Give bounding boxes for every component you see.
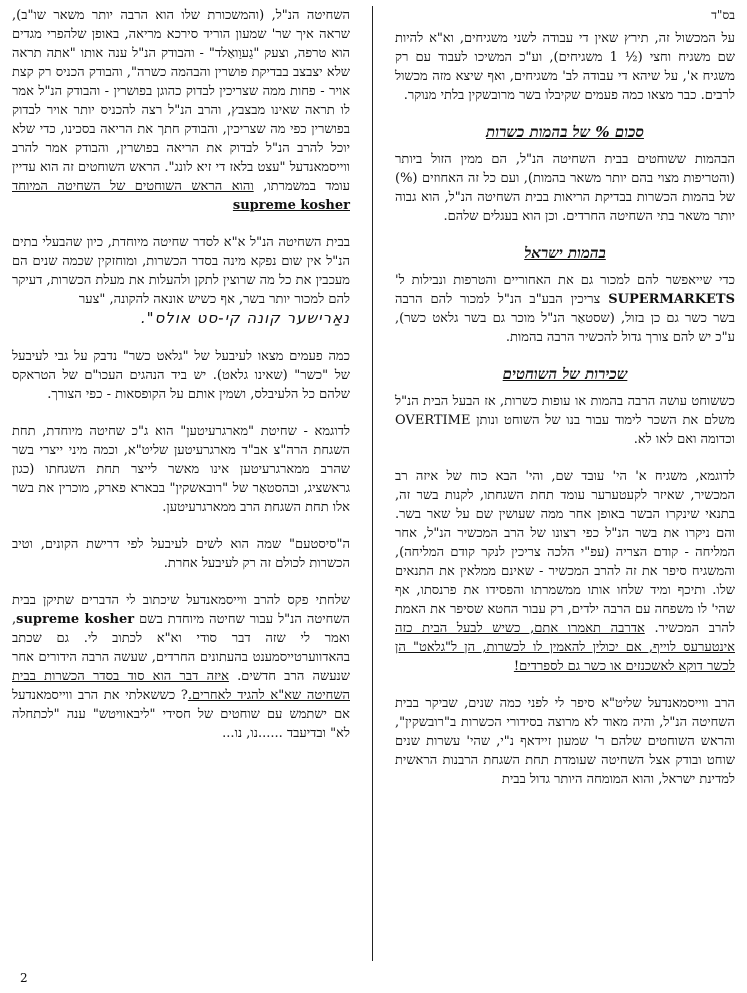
paragraph — [395, 467, 735, 676]
underlined-text: והוא הראש השוחטים של השחיטה המיוחד — [12, 179, 254, 194]
text-span: וכדומה ואם לאו לא. — [633, 432, 735, 447]
english-term: SUPERMARKETS — [608, 292, 735, 307]
text-span: , ואמר לי שזה דבר סודי וא"א לכתוב לי. גם שכתב בהאדווערטייסמענט בהעתונים החרדים, שעשה הרבה הידורים אחר שנעשה הרב חדשים. — [12, 612, 350, 684]
text-span: צריכין הבע"ב הנ"ל למכור להם הרבה בשר כשר גם כן בזול, (שסטאַר הנ"ל מוכר גם בשר גלאט כשר), ע"כ יש להם צורך גדול להכשיר הרבה בהמות. — [395, 292, 735, 345]
english-term: OVERTIME — [395, 413, 471, 428]
text-span: כששוחט עושה הרבה בהמות או עופות כשרות, אז הבעל הבית הנ"ל משלם את השכר לימוד עבור בנו של השוחט ונותן — [395, 394, 736, 428]
paragraph — [12, 591, 350, 743]
underlined-text: אדרבה תאמרו אתם, כשיש לבעל הבית כזה אינטערעס לוייף, אם יכולין להאמין לו לכשרות, הן ל"גלאט" הן לכשר דוקא לאשכנזים או כשר גם לספרדים! — [395, 621, 735, 674]
paragraph: לדוגמא - שחיטת "מארגרעיטען" הוא ג"כ שחיטה מיוחדת, תחת השגחת הרה"צ אב"ד מארגרעיטען שליט"א, וכמה מיני ייצרי בשר שהרב ממארגרעיטען אינו מאשר לייצר תחת השגחתו (כגון גראשציג, ובהסטאַר של "רובאשקין" בבארא פארק, מוכרין את בשר אלו תחת השגחת הרב ממארגרעיטען. — [12, 424, 350, 515]
text-span: שלחתי פקס להרב ווייסמאנדעל שיכתוב לי הדברים שתיקן בבית השחיטה הנ"ל עבור שחיטה מיוחדת בשם — [12, 593, 350, 627]
right-column — [395, 6, 735, 807]
section-heading: בהמות ישראל — [524, 244, 606, 262]
column-divider — [372, 6, 373, 961]
left-column — [12, 6, 350, 761]
paragraph: הרב ווייסמאנדעל שליט"א סיפר לי לפני כמה שנים, שביקר בבית השחיטה הנ"ל, והיה מאוד לא מרוצה בסידורי הכשרות ב"רובשקין", והראש השוחטים שלהם ר' שמעון זיידאף נ"י, שהי' עשרות שנים שוחט ובודק אצל השחיטה שעומדת תחת השגחת הרבנות הראשית למדינת ישראל, והוא המומחה היותר גדול בבית — [395, 696, 735, 787]
paragraph: כמה פעמים מצאו לעיבעל של "גלאט כשר" נדבק על גבי לעיבעל של "כשר" (שאינו גלאט). יש ביד הנהגים העכו"ם של הטראקס שלהם כל הלעיבלס, ושמין אותם על הקופסאות - כפי הצורך. — [12, 349, 350, 402]
text-span: כדי שייאפשר להם למכור גם את האחוריים והטרפות ונבילות ל' — [395, 273, 735, 288]
paragraph — [12, 6, 350, 215]
english-term: supreme kosher — [232, 198, 350, 213]
text-span: בבית השחיטה הנ"ל א"א לסדר שחיטה מיוחדת, כיון שהבעלי בתים הנ"ל אין שום נפקא מינה בסדר הכשרות, ומוחזקין שכמה שנים הם מעכבין את כל מה שרוצין לתקן ולהעלות את מעלת הכשרות, דעיקר להם למכור יותר בשר, אף כשיש אונאה להקונה, "צער — [12, 235, 350, 307]
english-term: supreme kosher — [16, 612, 135, 627]
paragraph — [395, 392, 735, 449]
section-heading: סכום % של בהמות כשרות — [486, 123, 644, 141]
text-span: השחיטה הנ"ל, (והמשכורת שלו הוא הרבה יותר משאר שו"ב), שראה איך שר' שמעון הוריד סירכא מריאה, באופן שלהפרי מגדים הוא טרפה, וצעק "גַעוַואַלד" - והבודק הנ"ל ענה אותו "אתה תראה שלא יצבצב בבדיקת פושרין והבהמה כשרה", והבודק הכניס רק קצת אויר - פחות ממה שצריכין לבדוק כהוגן בפושרין - והבודק הנ"ל אמר לו תראה שאינו מבצבץ, והרב הנ"ל רצה להכניס יותר אויר לבדוק בפושרין כפי מה שצריכין, והבודק חתך את הריאה בסכינו, כדי שלא יוכל להרב הנ"ל לבדוק את הריאה בפושרין, והבודק אמר להרב ווייסמאנדעל "עצט בלאז די זיא לונג". הראש השוחטים זה הוא עדיין עומד במשמרתו, — [12, 8, 350, 194]
section-heading: שכירות של השוחטים — [502, 365, 628, 383]
underlined-text: איזה דבר הוא סוד בסדר הכשרות בבית השחיטה שא"א להגיד לאחרים. — [12, 669, 350, 703]
header-bsd: בס"ד — [711, 8, 735, 22]
text-span: ? כששאלתי את הרב ווייסמאנדעל אם ישתמש עם שוחטים של חסידי "ליבאוויטש" ענה "לכתחלה לא" ובדיעבד ......נו, נו... — [12, 688, 350, 741]
page-number: 2 — [20, 971, 28, 985]
text-span: לדוגמא, משגיח א' הי' עובד שם, והי' הבא כוח של איזה רב המכשיר, שאיזר לקעטערער עומד תחת השגחתו, לקנות בשר זה, בתנאי שינקרו הבשר באופן אחר ממה שעושין שם על שאר בשר. והם ניקרו את בשר הנ"ל כפי רצונו של הרב המכשיר הנ"ל, אחר המליחה - קודם הצריה (עפ"י הלכה צריכין לנקר קודם המליחה), והמשגיח סיפר את זה להרב המכשיר - שאינם ממלאין את התנאים שלו. ותיכף ומיד שלחו אותו ממשמרתו והפסידו את פרנסתו, אף שהי' לו משפחה עם הרבה ילדים, רק עבור החטא שסיפר את האמת להרב המכשיר. — [395, 469, 735, 636]
paragraph — [395, 271, 735, 347]
paragraph: ה"סיסטעם" שמה הוא לשים לעיבעל לפי דרישת הקונים, וטיב הכשרות לכולם זה רק לעיבעל אחרת. — [12, 537, 350, 571]
handwritten-phrase: נאַרישער קונה קי-סט אולס". — [140, 309, 350, 327]
paragraph — [12, 233, 350, 329]
paragraph: על המכשול זה, תירץ שאין די עבודה לשני משגיחים, וא"א להיות שם משגיח וחצי (½ 1 משגיחים), וע"כ המשיכו לעבוד עם רק משגיח א', על שיהא די עבודה לב' משגיחים, ואף שיצא מזה מכשול לרבים. כבר מצאו כמה פעמים שקיבלו בשר מרובשקין בלתי מנוקר. — [395, 31, 735, 103]
paragraph: הבהמות ששוחטים בבית השחיטה הנ"ל, הם ממין הזול ביותר (והטריפות מצוי בהם יותר משאר בהמות), ועם כל זה האחוזים (%) של בהמות הכשרות בבדיקת הריאות בבית השחיטה הנ"ל, הוא גבוה יותר משאר בתי השחיטה החרדים. וכן הוא בעגלים שלהם. — [395, 152, 735, 224]
